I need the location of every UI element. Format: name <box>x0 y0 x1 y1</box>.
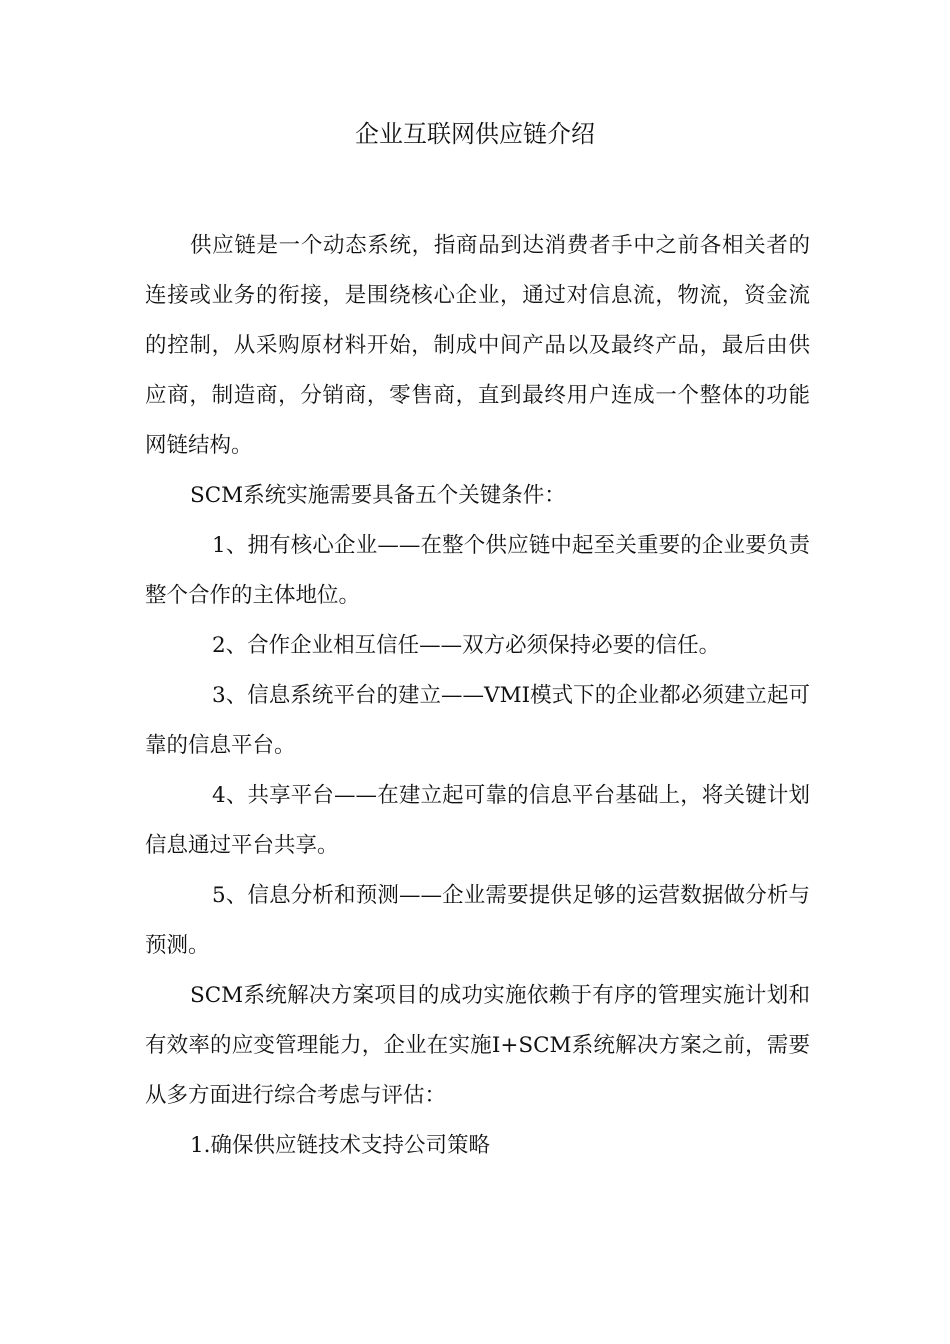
list-item-condition-3: 3、信息系统平台的建立——VMI模式下的企业都必须建立起可靠的信息平台。 <box>145 683 810 758</box>
paragraph-supply-chain-definition: 供应链是一个动态系统，指商品到达消费者手中之前各相关者的连接或业务的衔接，是围绕核心企业，通过对信息流，物流，资金流的控制，从采购原材料开始，制成中间产品以及最终产品，最后由供应商，制造商，分销商，零售商，直到最终用户连成一个整体的功能网链结构。 <box>145 233 810 458</box>
list-item-condition-4: 4、共享平台——在建立起可靠的信息平台基础上，将关键计划信息通过平台共享。 <box>145 783 810 858</box>
list-item-condition-2: 2、合作企业相互信任——双方必须保持必要的信任。 <box>212 633 721 658</box>
document-body <box>145 221 810 1171</box>
list-item-condition-1: 1、拥有核心企业——在整个供应链中起至关重要的企业要负责整个合作的主体地位。 <box>145 533 810 608</box>
paragraph-scm-conditions-intro: SCM系统实施需要具备五个关键条件： <box>190 483 566 508</box>
list-item-condition-5: 5、信息分析和预测——企业需要提供足够的运营数据做分析与预测。 <box>145 883 810 958</box>
document-title: 企业互联网供应链介绍 <box>355 120 595 148</box>
list-item-strategy-1: 1.确保供应链技术支持公司策略 <box>190 1133 491 1158</box>
paragraph-scm-implementation: SCM系统解决方案项目的成功实施依赖于有序的管理实施计划和有效率的应变管理能力，企业在实施I+SCM系统解决方案之前，需要从多方面进行综合考虑与评估： <box>145 983 810 1108</box>
